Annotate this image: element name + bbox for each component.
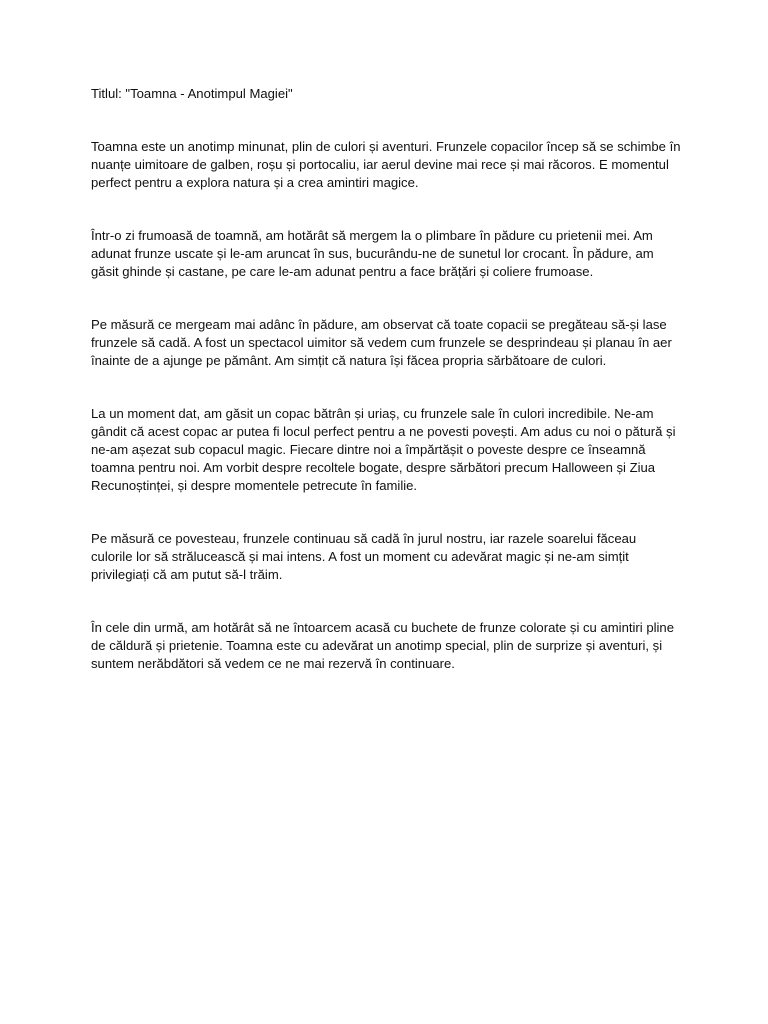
document-title: Titlul: "Toamna - Anotimpul Magiei" bbox=[91, 86, 293, 101]
paragraph-4: La un moment dat, am găsit un copac bătrân și uriaș, cu frunzele sale în culori incredibile. Ne-am gândit că acest copac ar putea fi locul perfect pentru a ne povesti povești. Am adus cu noi o pătură și ne-am așezat sub copacul magic. Fiecare dintre noi a împărtășit o poveste despre ce înseamnă toamna pentru noi. Am vorbit despre recoltele bogate, despre sărbători precum Halloween și Ziua Recunoștinței, și despre momentele petrecute în familie. bbox=[91, 406, 676, 493]
document-body bbox=[91, 85, 681, 708]
paragraph-2: Într-o zi frumoasă de toamnă, am hotărât să mergem la o plimbare în pădure cu prietenii mei. Am adunat frunze uscate și le-am aruncat în sus, bucurându-ne de sunetul lor crocant. În pădure, am găsit ghinde și castane, pe care le-am adunat pentru a face brățări și coliere frumoase. bbox=[91, 228, 654, 279]
paragraph-3: Pe măsură ce mergeam mai adânc în pădure, am observat că toate copacii se pregăteau să-și lase frunzele să cadă. A fost un spectacol uimitor să vedem cum frunzele se desprindeau și planau în aer înainte de a ajunge pe pământ. Am simțit că natura își făcea propria sărbătoare de culori. bbox=[91, 317, 672, 368]
paragraph-1: Toamna este un anotimp minunat, plin de culori și aventuri. Frunzele copacilor încep să se schimbe în nuanțe uimitoare de galben, roșu și portocaliu, iar aerul devine mai rece și mai răcoros. E momentul perfect pentru a explora natura și a crea amintiri magice. bbox=[91, 139, 681, 190]
paragraph-5: Pe măsură ce povesteau, frunzele continuau să cadă în jurul nostru, iar razele soarelui făceau culorile lor să strălucească și mai intens. A fost un moment cu adevărat magic și ne-am simțit privilegiați că am putut să-l trăim. bbox=[91, 531, 637, 582]
paragraph-6: În cele din urmă, am hotărât să ne întoarcem acasă cu buchete de frunze colorate și cu amintiri pline de căldură și prietenie. Toamna este cu adevărat un anotimp special, plin de surprize și aventuri, și suntem nerăbdători să vedem ce ne mai rezervă în continuare. bbox=[91, 620, 674, 671]
